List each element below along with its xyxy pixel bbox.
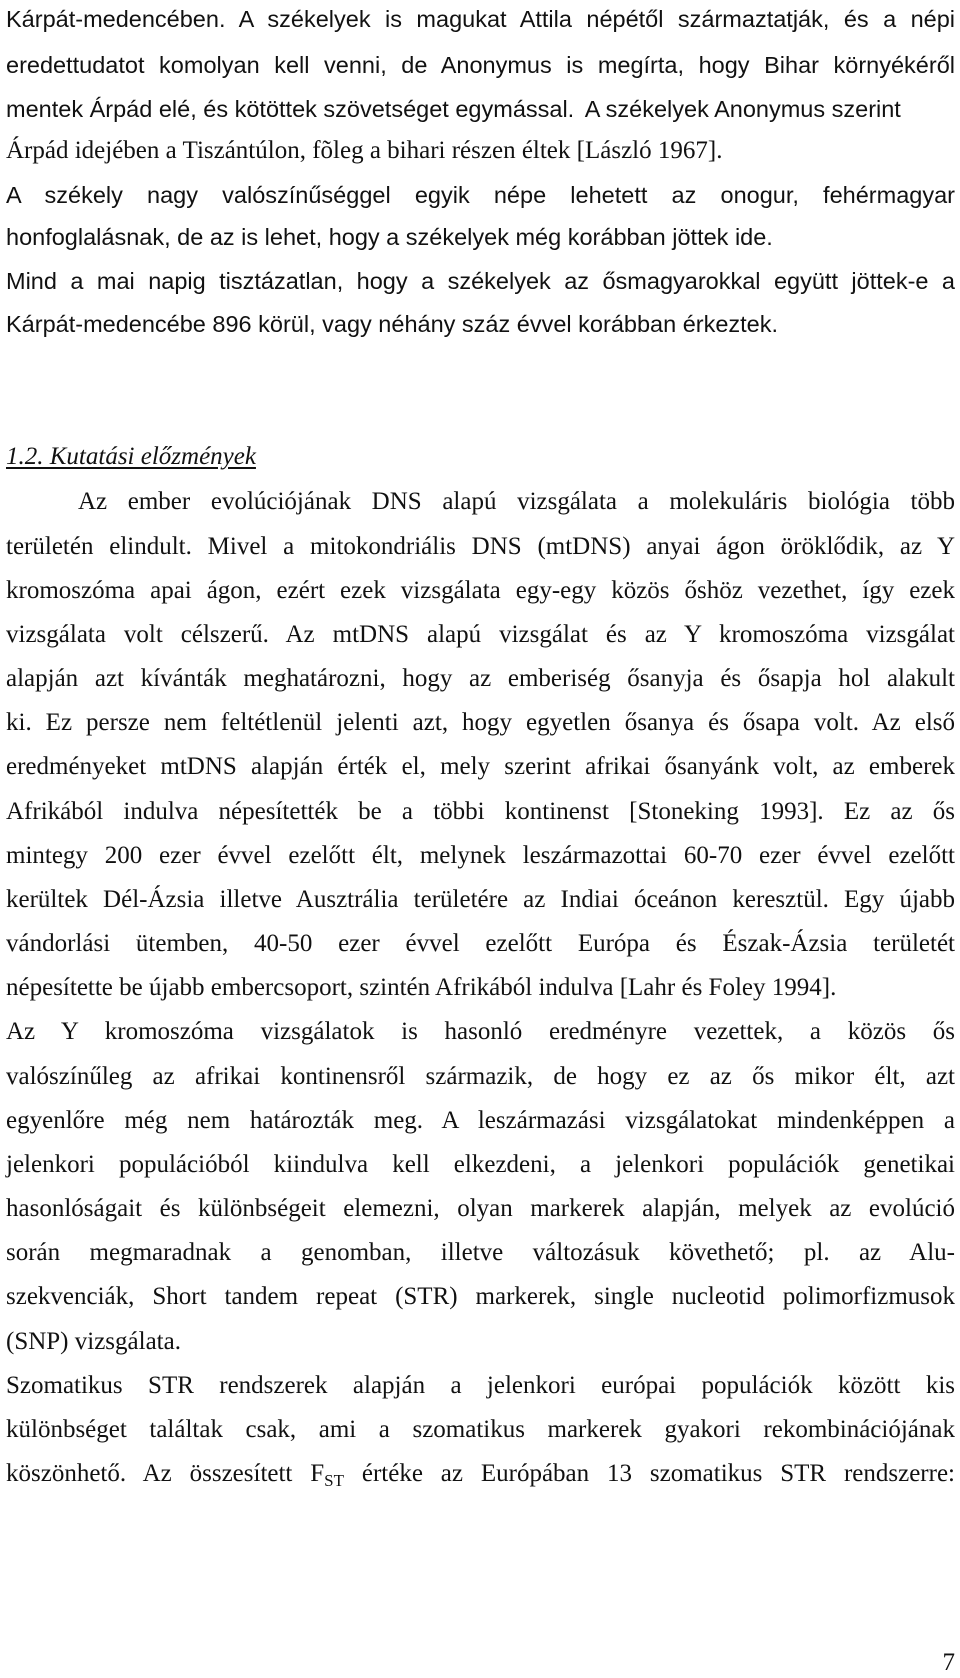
subscript-text: ST [324,1471,344,1490]
text-line [6,4,955,35]
text-line: vizsgálata volt célszerű. Az mtDNS alapú vizsgálat és az Y kromoszóma vizsgálat [6,621,955,648]
text-line-segment: Kárpát-medencében. A székelyek is magukat Attila népétől származtatják, és a népi [6,6,955,32]
page-number: 7 [942,1649,955,1676]
text-line: szekvenciák, Short tandem repeat (STR) markerek, single nucleotid polimorfizmusok [6,1283,955,1310]
text-line: Afrikából indulva népesítették be a többi kontinenst [Stoneking 1993]. Ez az ős [6,798,955,825]
text-line: népesítette be újabb embercsoport, szintén Afrikából indulva [Lahr és Foley 1994]. [6,974,837,1001]
text-line-segment: mentek Árpád elé, és kötöttek szövetséget egymással. [6,96,575,122]
text-line: Az ember evolúciójának DNS alapú vizsgálata a molekuláris biológia több [78,488,955,515]
text-line-segment: köszönhető. Az összesített F [6,1460,325,1487]
text-line: ki. Ez persze nem feltétlenül jelenti azt, hogy egyetlen ősanya és ősapa volt. Az első [6,709,955,736]
text-line: területén elindult. Mivel a mitokondriális DNS (mtDNS) anyai ágon öröklődik, az Y [6,533,955,560]
text-line-segment: A székelyek Anonymus szerint [584,96,901,122]
text-line: hasonlóságait és különbségeit elemezni, olyan markerek alapján, melyek az evolúció [6,1195,955,1222]
text-line: A székely nagy valószínűséggel egyik népe lehetett az onogur, fehérmagyar [6,182,955,208]
text-line: különbséget találtak csak, ami a szomatikus markerek gyakori rekombinációjának [6,1416,955,1443]
text-line: Kárpát-medencébe 896 körül, vagy néhány száz évvel korábban érkeztek. [6,311,779,337]
section-heading: 1.2. Kutatási előzmények [6,443,256,470]
text-line: Az Y kromoszóma vizsgálatok is hasonló eredményre vezettek, a közös ős [6,1018,955,1045]
text-line: (SNP) vizsgálata. [6,1328,181,1355]
text-line: alapján azt kívánták meghatározni, hogy az emberiség ősanyja és ősapja hol alakult [6,665,955,692]
text-line [6,94,901,124]
text-line: Mind a mai napig tisztázatlan, hogy a székelyek az ősmagyarokkal együtt jöttek-e a [6,268,955,294]
text-line: eredményeket mtDNS alapján érték el, mely szerint afrikai ősanyánk volt, az emberek [6,753,955,780]
text-line: eredettudatot komolyan kell venni, de Anonymus is megírta, hogy Bihar környékéről [6,52,955,78]
text-line: vándorlási ütemben, 40-50 ezer évvel ezelőtt Európa és Észak-Ázsia területét [6,930,955,957]
text-line: mintegy 200 ezer évvel ezelőtt élt, melynek leszármazottai 60-70 ezer évvel ezelőtt [6,842,955,869]
text-line: Szomatikus STR rendszerek alapján a jelenkori európai populációk között kis [6,1372,955,1399]
text-line: honfoglalásnak, de az is lehet, hogy a székelyek még korábban jöttek ide. [6,224,773,250]
text-line: valószínűleg az afrikai kontinensről származik, de hogy ez az ős mikor élt, azt [6,1063,955,1090]
text-line: kerültek Dél-Ázsia illetve Ausztrália területére az Indiai óceánon keresztül. Egy újabb [6,886,955,913]
text-line: egyenlőre még nem határozták meg. A leszármazási vizsgálatokat mindenképpen a [6,1107,955,1134]
text-line-segment: értéke az Európában 13 szomatikus STR rendszerre: [344,1460,955,1487]
text-line: Árpád idejében a Tiszántúlon, fõleg a bihari részen éltek [László 1967]. [6,137,723,164]
text-line: jelenkori populációból kiindulva kell elkezdeni, a jelenkori populációk genetikai [6,1151,955,1178]
text-line [6,1459,955,1496]
text-line: kromoszóma apai ágon, ezért ezek vizsgálata egy-egy közös őshöz vezethet, így ezek [6,577,955,604]
text-line: során megmaradnak a genomban, illetve változásuk követhető; pl. az Alu- [6,1239,955,1266]
